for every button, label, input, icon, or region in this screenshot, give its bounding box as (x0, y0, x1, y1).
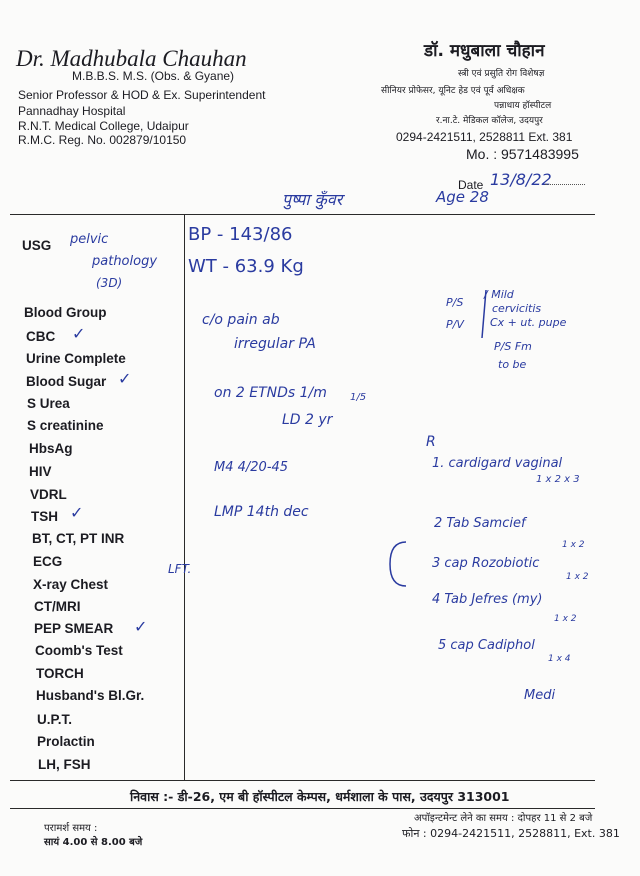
note-ld: LD 2 yr (282, 412, 333, 428)
test-item: Blood Group (24, 305, 107, 320)
test-item: PEP SMEAR (34, 621, 114, 636)
rx-line-2-dose: 1 x 2 (562, 540, 585, 550)
usg-note-2: pathology (92, 254, 158, 269)
usg-note-3: (3D) (96, 276, 123, 290)
note-complaint-1: c/o pain ab (202, 312, 280, 328)
rx-line-5-dose: 1 x 4 (548, 654, 571, 664)
rx-bracket (380, 540, 410, 590)
test-item: S creatinine (27, 418, 104, 433)
pv-tobe: to be (498, 358, 527, 371)
check-mark: ✓ (72, 324, 86, 343)
footer-address: निवास :- डी-26, एम बी हॉस्पीटल केम्पस, धर्मशाला के पास, उदयपुर 313001 (130, 789, 510, 804)
test-item: TORCH (36, 666, 84, 681)
test-item: CT/MRI (34, 599, 81, 614)
title-line-4: R.M.C. Reg. No. 002879/10150 (18, 133, 187, 147)
test-item: VDRL (30, 487, 67, 502)
pv-cervicitis: cervicitis (492, 302, 542, 315)
bp-reading: BP - 143/86 (188, 224, 293, 245)
header-divider (10, 214, 595, 215)
column-divider (184, 214, 185, 780)
pv-pv: P/V (446, 318, 464, 331)
check-mark: ✓ (134, 617, 148, 636)
header-phone: 0294-2421511, 2528811 Ext. 381 (396, 130, 573, 144)
rx-line-1-dose: 1 x 2 x 3 (536, 474, 580, 485)
pv-ps-fm: P/S Fm (494, 340, 532, 353)
footer-divider (10, 808, 595, 809)
pv-ps: P/S (446, 296, 464, 309)
note-menstrual: M4 4/20-45 (214, 460, 289, 475)
test-item: Husband's Bl.Gr. (36, 688, 145, 703)
hindi-line-4: र.ना.टे. मेडिकल कॉलेज, उदयपुर (436, 116, 543, 126)
pv-bracket (476, 288, 490, 340)
hindi-line-3: पन्नाधाय हॉस्पीटल (494, 101, 552, 111)
rx-line-1: 1. cardigard vaginal (432, 456, 563, 471)
test-item: Coomb's Test (35, 643, 123, 658)
test-item: X-ray Chest (33, 577, 109, 592)
doctor-name-english: Dr. Madhubala Chauhan (16, 46, 247, 71)
consult-label: परामर्श समय : (44, 823, 98, 834)
rx-line-4: 4 Tab Jefres (my) (432, 592, 543, 607)
rx-symbol: R (426, 434, 436, 450)
rx-line-3: 3 cap Rozobiotic (432, 556, 540, 571)
check-mark: ✓ (70, 503, 84, 522)
pv-mild: / Mild (484, 288, 514, 301)
test-item: Prolactin (37, 734, 95, 749)
test-item: S Urea (27, 396, 70, 411)
note-treatment: on 2 ETNDs 1/m (214, 385, 327, 401)
title-line-1: Senior Professor & HOD & Ex. Superintendent (18, 88, 266, 102)
hindi-line-1: स्त्री एवं प्रसुति रोग विशेषज्ञ (458, 69, 545, 79)
rx-line-5: 5 cap Cadiphol (438, 638, 535, 653)
title-line-3: R.N.T. Medical College, Udaipur (18, 119, 189, 133)
test-item: Blood Sugar (26, 374, 107, 389)
test-item: HIV (29, 464, 52, 479)
date-value: 13/8/22 (490, 170, 552, 189)
test-item: U.P.T. (37, 712, 73, 727)
test-item: Urine Complete (26, 351, 126, 366)
test-item: BT, CT, PT INR (32, 531, 125, 546)
title-line-2: Pannadhay Hospital (18, 104, 126, 118)
doctor-name-hindi: डॉ. मधुबाला चौहान (424, 41, 545, 61)
lft-note: LFT. (168, 562, 192, 576)
rx-signoff: Medi (524, 688, 556, 703)
patient-age: Age 28 (436, 188, 489, 206)
check-mark: ✓ (118, 369, 132, 388)
rx-line-3-dose: 1 x 2 (566, 572, 589, 582)
consult-time: सायं 4.00 से 8.00 बजे (44, 837, 143, 848)
test-item: LH, FSH (38, 757, 91, 772)
pv-cx: Cx + ut. pupe (490, 316, 567, 329)
note-treatment-frac: 1/5 (350, 392, 367, 403)
footer-phone: फोन : 0294-2421511, 2528811, Ext. 381 (402, 827, 620, 840)
note-lmp: LMP 14th dec (214, 504, 309, 520)
doctor-degrees: M.B.B.S. M.S. (Obs. & Gyane) (72, 69, 235, 83)
test-item: CBC (26, 329, 56, 344)
test-item: USG (22, 238, 52, 253)
test-item: HbsAg (29, 441, 73, 456)
weight-reading: WT - 63.9 Kg (188, 256, 304, 277)
date-label: Date (458, 178, 484, 192)
usg-note-1: pelvic (70, 232, 109, 247)
rx-line-2: 2 Tab Samcief (434, 516, 526, 531)
rx-line-4-dose: 1 x 2 (554, 614, 577, 624)
header-mobile: Mo. : 9571483995 (466, 146, 579, 162)
note-complaint-2: irregular PA (234, 336, 316, 352)
test-item: ECG (33, 554, 63, 569)
appointment-time: अपॉइन्टमेन्ट लेने का समय : दोपहर 11 से 2 बजे (414, 813, 593, 824)
date-dots (545, 184, 585, 185)
patient-name: पुष्पा कुँवर (282, 190, 343, 209)
footer-top-divider (10, 780, 595, 781)
test-item: TSH (31, 509, 58, 524)
hindi-line-2: सीनियर प्रोफेसर, यूनिट हेड एवं पूर्व अधिक्षक (381, 86, 525, 96)
